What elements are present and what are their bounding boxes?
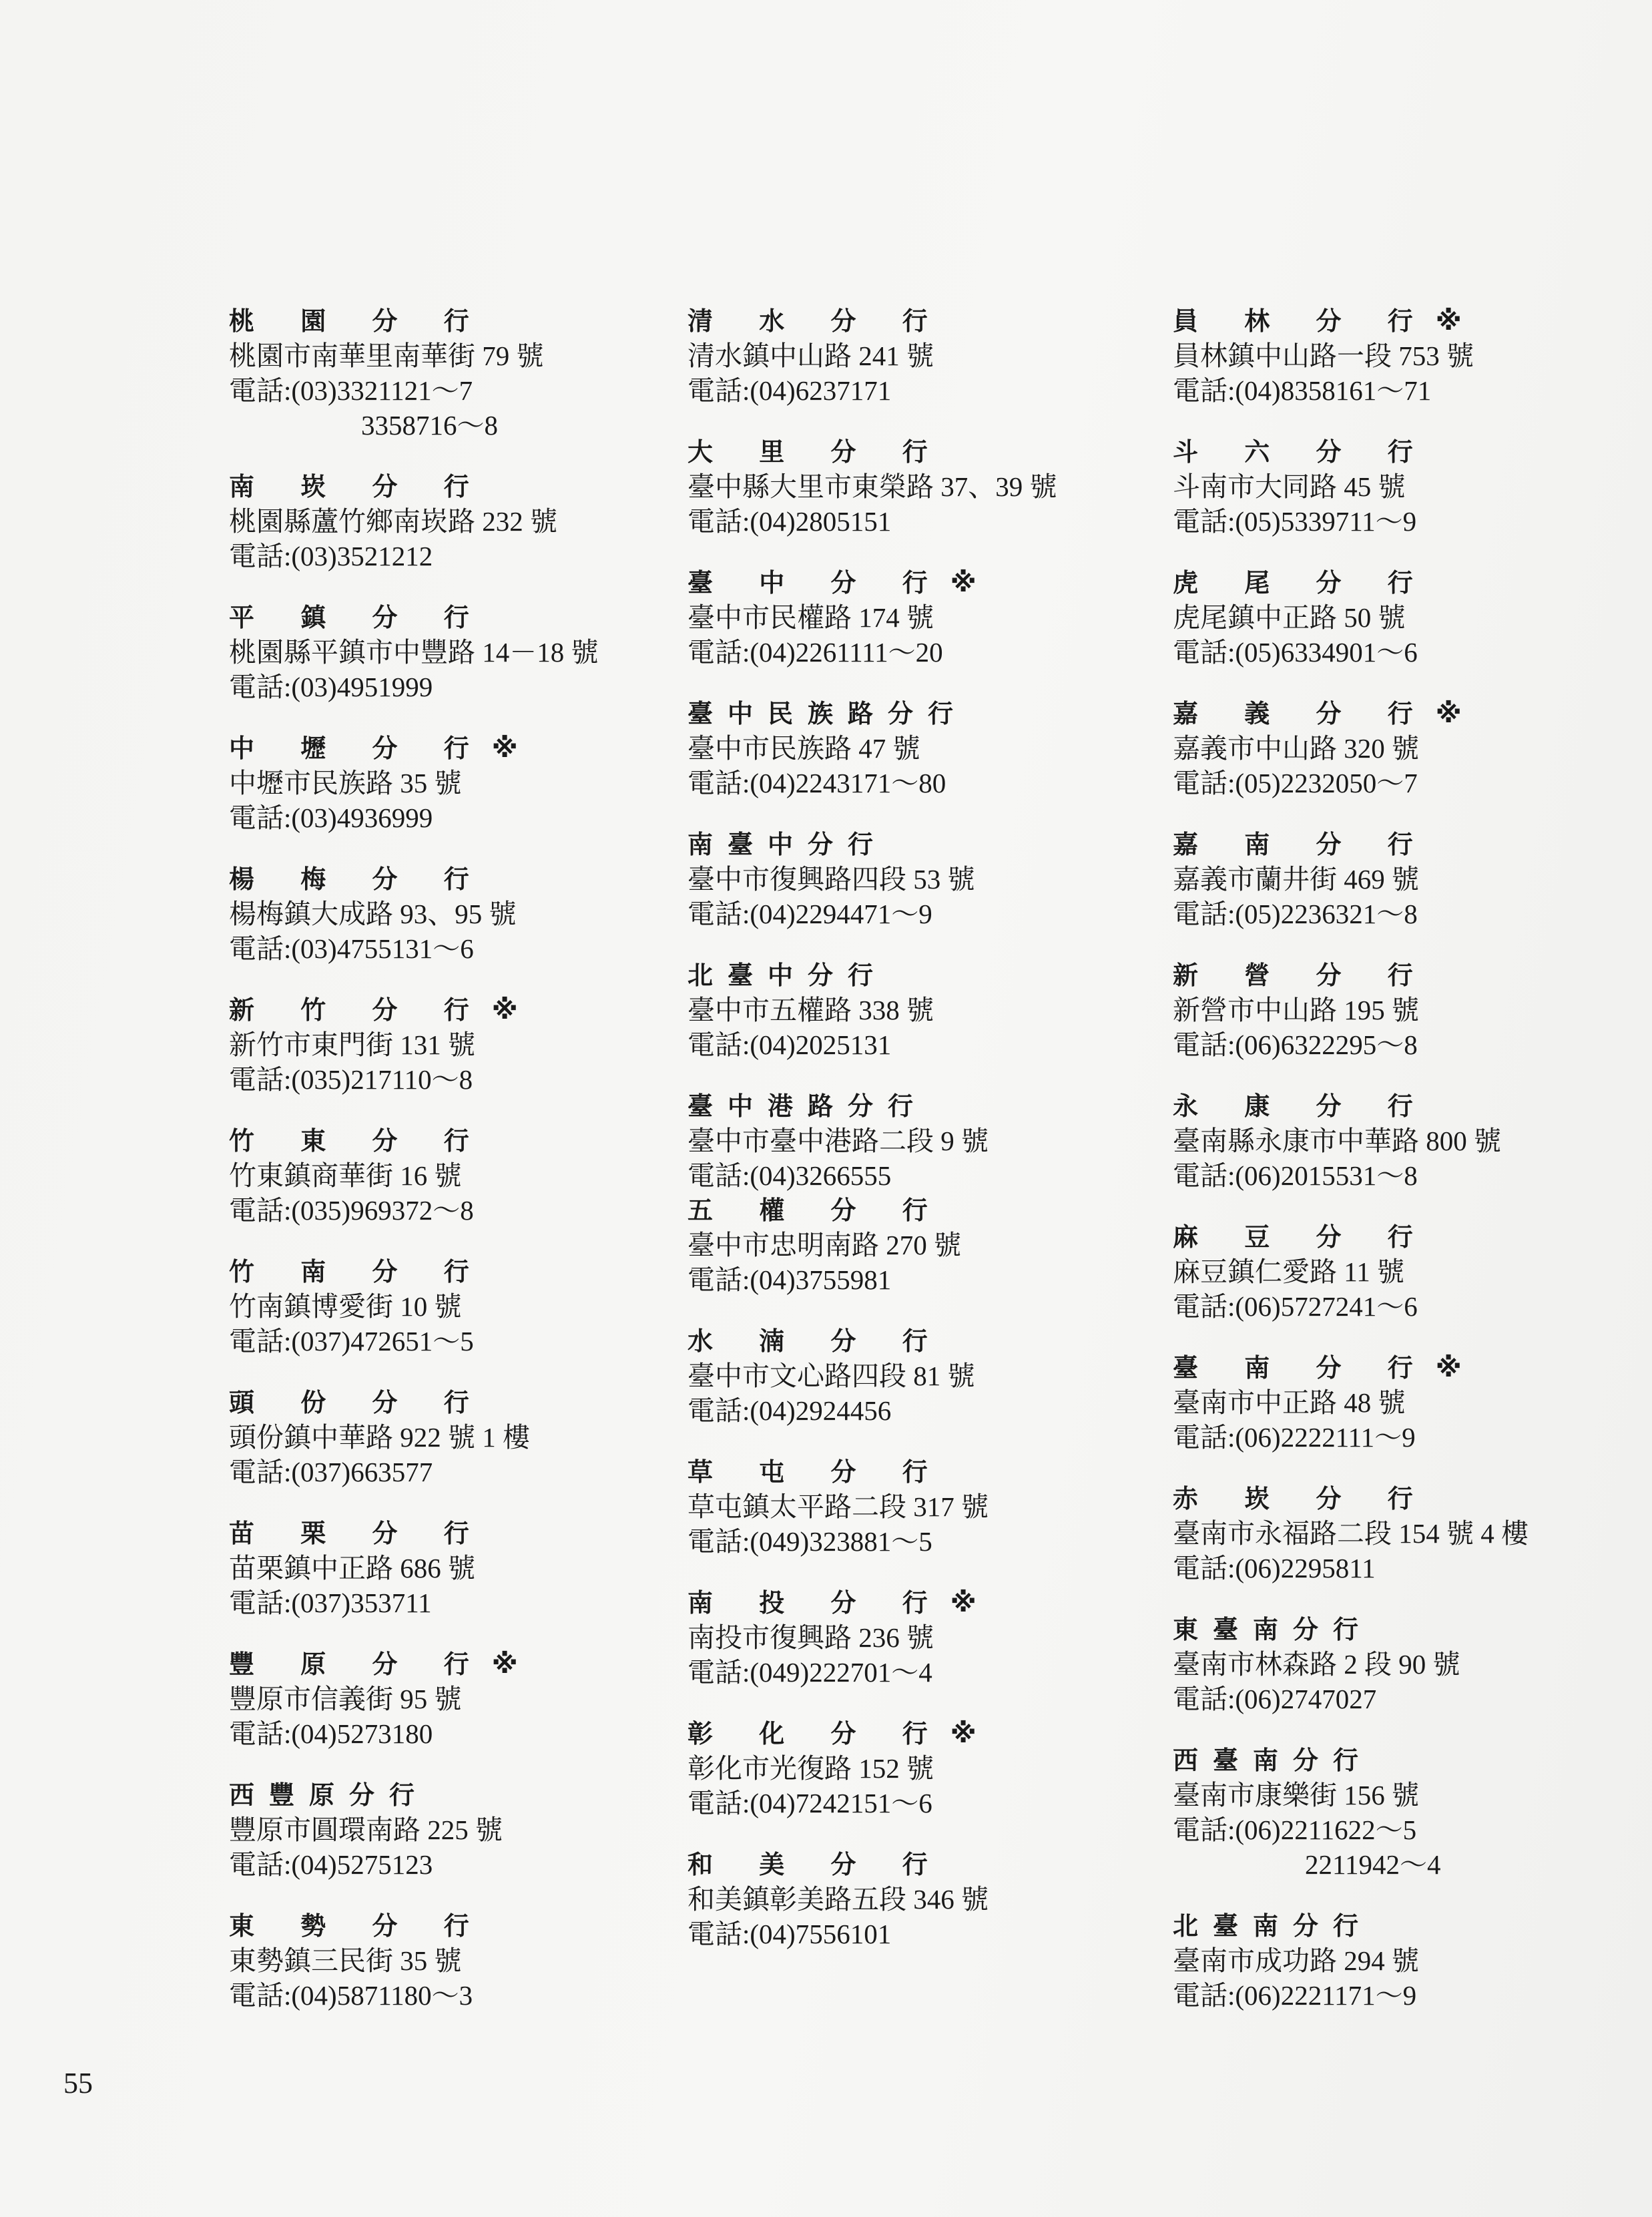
branch-name: 竹 東 分 行	[229, 1126, 488, 1156]
branch-name-line	[1173, 1743, 1640, 1778]
branch-phone: 電話:(06)5727241～6	[1173, 1291, 1418, 1322]
branch-name-line	[1173, 435, 1640, 469]
branch-name-line	[687, 1193, 1155, 1228]
branch-address: 豐原市信義街 95 號	[229, 1684, 462, 1714]
branch-phone: 電話:(03)3321121～7	[229, 375, 473, 406]
branch-entry	[687, 1847, 1155, 1951]
branch-phone: 電話:(04)2261111～20	[687, 637, 943, 668]
branch-name-line	[687, 1847, 1155, 1882]
branch-name: 臺中民族路分行	[687, 699, 969, 728]
reference-mark: ※	[491, 733, 518, 764]
branch-name: 虎 尾 分 行	[1173, 568, 1432, 597]
branch-entry	[687, 1585, 1155, 1690]
branch-address: 臺南市成功路 294 號	[1173, 1945, 1419, 1976]
branch-name: 竹 南 分 行	[229, 1257, 488, 1286]
branch-name: 平 鎮 分 行	[229, 603, 488, 632]
branch-entry	[1173, 827, 1640, 931]
branch-name: 永 康 分 行	[1173, 1091, 1432, 1121]
branch-address: 草屯鎮太平路二段 317 號	[687, 1491, 989, 1522]
branch-column-left	[229, 304, 656, 2039]
branch-name: 新 竹 分 行	[229, 995, 488, 1025]
branch-name: 南 投 分 行	[687, 1588, 946, 1618]
branch-phone: 電話:(04)7556101	[687, 1919, 892, 1949]
branch-name-line	[687, 696, 1155, 731]
reference-mark: ※	[950, 1587, 977, 1618]
branch-name: 臺 南 分 行	[1173, 1353, 1432, 1383]
branch-entry	[687, 565, 1155, 670]
branch-address: 東勢鎮三民街 35 號	[229, 1945, 462, 1976]
branch-phone: 電話:(06)2015531～8	[1173, 1160, 1418, 1191]
branch-entry	[1173, 1909, 1640, 2013]
branch-entry	[229, 1385, 656, 1489]
branch-address: 彰化市光復路 152 號	[687, 1753, 934, 1784]
branch-name-line	[1173, 304, 1640, 338]
branch-entry	[1173, 304, 1640, 408]
branch-address: 竹東鎮商華街 16 號	[229, 1160, 462, 1191]
branch-entry	[1173, 1220, 1640, 1324]
branch-address: 南投市復興路 236 號	[687, 1622, 934, 1653]
branch-address: 臺中市臺中港路二段 9 號	[687, 1126, 989, 1156]
branch-address: 員林鎮中山路一段 753 號	[1173, 340, 1474, 371]
branch-address: 桃園縣蘆竹鄉南崁路 232 號	[229, 506, 557, 537]
branch-entry	[1173, 1481, 1640, 1585]
branch-phone: 電話:(06)2222111～9	[1173, 1422, 1416, 1453]
branch-name: 北臺中分行	[687, 961, 888, 990]
branch-phone: 電話:(04)2025131	[687, 1029, 892, 1060]
branch-address: 臺中市民權路 174 號	[687, 602, 934, 633]
branch-name-line	[1173, 1220, 1640, 1254]
branch-name: 草 屯 分 行	[687, 1457, 946, 1487]
branch-address: 豐原市圓環南路 225 號	[229, 1814, 503, 1845]
branch-phone-extra: 3358716～8	[361, 410, 498, 441]
branch-name-line	[229, 1778, 656, 1812]
branch-name-line	[229, 600, 656, 635]
branch-entry	[1173, 435, 1640, 539]
branch-name: 東 勢 分 行	[229, 1911, 488, 1941]
branch-name: 臺 中 分 行	[687, 568, 946, 597]
branch-name: 西豐原分行	[229, 1780, 430, 1810]
branch-name-line	[229, 1124, 656, 1158]
branch-phone: 電話:(037)472651～5	[229, 1326, 474, 1357]
branch-name: 楊 梅 分 行	[229, 865, 488, 894]
branch-phone: 電話:(05)5339711～9	[1173, 506, 1417, 537]
branch-entry	[1173, 1350, 1640, 1455]
branch-name-line	[687, 1585, 1155, 1620]
branch-phone: 電話:(049)323881～5	[687, 1526, 932, 1557]
branch-name-line	[687, 827, 1155, 862]
branch-address: 清水鎮中山路 241 號	[687, 340, 934, 371]
branch-entry	[687, 1324, 1155, 1428]
branch-entry	[687, 958, 1155, 1062]
branch-entry	[229, 304, 656, 443]
branch-phone: 電話:(05)2236321～8	[1173, 899, 1418, 929]
branch-entry	[229, 1909, 656, 2013]
branch-name-line	[687, 304, 1155, 338]
branch-address: 臺南市永福路二段 154 號 4 樓	[1173, 1518, 1529, 1549]
branch-name: 頭 份 分 行	[229, 1388, 488, 1417]
branch-address: 臺中市民族路 47 號	[687, 733, 920, 764]
branch-name-line	[1173, 1612, 1640, 1647]
reference-mark: ※	[1435, 698, 1462, 729]
branch-name-line	[229, 731, 656, 766]
branch-address: 嘉義市蘭井街 469 號	[1173, 864, 1419, 895]
branch-phone: 電話:(049)222701～4	[687, 1657, 932, 1688]
branch-address: 頭份鎮中華路 922 號 1 樓	[229, 1422, 530, 1453]
reference-mark: ※	[1435, 1352, 1462, 1383]
branch-address: 新竹市東門街 131 號	[229, 1029, 475, 1060]
branch-name: 中 壢 分 行	[229, 734, 488, 763]
branch-phone: 電話:(04)2243171～80	[687, 768, 946, 798]
branch-phone: 電話:(037)663577	[229, 1457, 433, 1487]
branch-name-line	[1173, 958, 1640, 993]
branch-address: 中壢市民族路 35 號	[229, 768, 462, 798]
branch-name-line	[1173, 827, 1640, 862]
branch-name: 西臺南分行	[1173, 1746, 1374, 1775]
branch-phone: 電話:(04)8358161～71	[1173, 375, 1432, 406]
branch-name-line	[1173, 1350, 1640, 1385]
branch-name: 嘉 義 分 行	[1173, 699, 1432, 728]
branch-entry	[687, 1193, 1155, 1297]
branch-name-line	[1173, 1909, 1640, 1943]
branch-entry	[1173, 958, 1640, 1062]
branch-address: 桃園市南華里南華街 79 號	[229, 340, 544, 371]
branch-column-middle	[687, 304, 1155, 1978]
branch-entry	[229, 731, 656, 835]
branch-name-line	[229, 1647, 656, 1682]
branch-name-line	[687, 1324, 1155, 1359]
branch-address: 臺南縣永康市中華路 800 號	[1173, 1126, 1501, 1156]
branch-address: 桃園縣平鎮市中豐路 14－18 號	[229, 637, 599, 668]
branch-address: 臺南市中正路 48 號	[1173, 1387, 1406, 1418]
branch-name-line	[1173, 565, 1640, 600]
branch-name: 南臺中分行	[687, 830, 888, 859]
branch-address: 臺中市忠明南路 270 號	[687, 1230, 961, 1260]
page-number: 55	[63, 2067, 93, 2100]
branch-entry	[229, 1647, 656, 1751]
branch-address: 竹南鎮博愛街 10 號	[229, 1291, 462, 1322]
branch-name-line	[229, 1909, 656, 1943]
branch-phone: 電話:(06)2211622～5	[1173, 1814, 1417, 1845]
branch-phone: 電話:(035)969372～8	[229, 1195, 474, 1226]
branch-phone: 電話:(06)2295811	[1173, 1553, 1376, 1583]
branch-entry	[229, 469, 656, 573]
branch-address: 臺中縣大里市東榮路 37、39 號	[687, 471, 1057, 502]
branch-phone: 電話:(04)3755981	[687, 1264, 892, 1295]
branch-phone: 電話:(04)2294471～9	[687, 899, 932, 929]
branch-entry	[687, 827, 1155, 931]
branch-name: 赤 崁 分 行	[1173, 1484, 1432, 1513]
branch-name-line	[687, 1716, 1155, 1751]
branch-entry	[687, 1089, 1155, 1193]
branch-name: 桃 園 分 行	[229, 306, 488, 336]
branch-address: 楊梅鎮大成路 93、95 號	[229, 899, 517, 929]
reference-mark: ※	[950, 567, 977, 598]
branch-name: 東臺南分行	[1173, 1615, 1374, 1644]
branch-name-line	[229, 469, 656, 504]
reference-mark: ※	[491, 995, 518, 1025]
branch-entry	[687, 435, 1155, 539]
branch-name: 和 美 分 行	[687, 1850, 946, 1879]
branch-entry	[1173, 565, 1640, 670]
branch-phone: 電話:(04)2924456	[687, 1395, 892, 1426]
reference-mark: ※	[491, 1649, 518, 1680]
branch-name: 豐 原 分 行	[229, 1650, 488, 1679]
branch-name-line	[229, 862, 656, 897]
branch-entry	[687, 1716, 1155, 1820]
branch-name: 五 權 分 行	[687, 1196, 946, 1225]
branch-name: 苗 栗 分 行	[229, 1519, 488, 1548]
branch-name-line	[229, 1516, 656, 1551]
reference-mark: ※	[950, 1718, 977, 1749]
branch-entry	[1173, 1089, 1640, 1193]
branch-phone: 電話:(04)5273180	[229, 1718, 433, 1749]
branch-address: 臺南市康樂街 156 號	[1173, 1780, 1419, 1810]
branch-address: 新營市中山路 195 號	[1173, 995, 1419, 1025]
branch-name: 水 湳 分 行	[687, 1326, 946, 1356]
branch-name: 新 營 分 行	[1173, 961, 1432, 990]
branch-name-line	[687, 1455, 1155, 1489]
branch-phone: 電話:(05)6334901～6	[1173, 637, 1418, 668]
branch-entry	[229, 1124, 656, 1228]
branch-address: 麻豆鎮仁愛路 11 號	[1173, 1256, 1404, 1287]
branch-address: 臺南市林森路 2 段 90 號	[1173, 1649, 1460, 1680]
branch-name: 麻 豆 分 行	[1173, 1222, 1432, 1252]
branch-name-line	[229, 993, 656, 1027]
branch-entry	[1173, 1612, 1640, 1716]
branch-name-line	[229, 1385, 656, 1420]
branch-entry	[229, 1516, 656, 1620]
branch-entry	[229, 993, 656, 1097]
branch-phone: 電話:(06)2221171～9	[1173, 1980, 1417, 2011]
branch-phone: 電話:(04)2805151	[687, 506, 892, 537]
branch-name-line	[687, 958, 1155, 993]
branch-name-line	[687, 435, 1155, 469]
branch-name: 清 水 分 行	[687, 306, 946, 336]
branch-name-line	[1173, 1481, 1640, 1516]
branch-phone-extra: 2211942～4	[1305, 1849, 1441, 1880]
branch-name-line	[229, 304, 656, 338]
branch-phone: 電話:(04)6237171	[687, 375, 892, 406]
branch-entry	[229, 1778, 656, 1882]
branch-address: 臺中市文心路四段 81 號	[687, 1361, 975, 1391]
reference-mark: ※	[1435, 306, 1462, 336]
branch-address: 臺中市五權路 338 號	[687, 995, 934, 1025]
branch-name: 臺中港路分行	[687, 1091, 928, 1121]
branch-phone: 電話:(04)5275123	[229, 1849, 433, 1880]
branch-name-line	[229, 1254, 656, 1289]
branch-phone: 電話:(06)6322295～8	[1173, 1029, 1418, 1060]
branch-column-right	[1173, 304, 1640, 2039]
branch-address: 斗南市大同路 45 號	[1173, 471, 1406, 502]
branch-name: 大 里 分 行	[687, 437, 946, 467]
branch-phone: 電話:(06)2747027	[1173, 1684, 1377, 1714]
branch-name-line	[687, 1089, 1155, 1124]
branch-phone: 電話:(04)7242151～6	[687, 1788, 932, 1818]
branch-address: 臺中市復興路四段 53 號	[687, 864, 975, 895]
branch-name: 北臺南分行	[1173, 1911, 1374, 1941]
branch-name: 斗 六 分 行	[1173, 437, 1432, 467]
branch-address: 嘉義市中山路 320 號	[1173, 733, 1419, 764]
branch-name: 南 崁 分 行	[229, 472, 488, 501]
branch-name: 嘉 南 分 行	[1173, 830, 1432, 859]
branch-phone: 電話:(05)2232050～7	[1173, 768, 1418, 798]
branch-entry	[1173, 696, 1640, 800]
branch-phone: 電話:(04)3266555	[687, 1160, 892, 1191]
branch-entry	[229, 600, 656, 704]
branch-name-line	[687, 565, 1155, 600]
branch-phone: 電話:(03)4936999	[229, 802, 433, 833]
branch-name: 員 林 分 行	[1173, 306, 1432, 336]
branch-phone: 電話:(037)353711	[229, 1587, 432, 1618]
branch-name: 彰 化 分 行	[687, 1719, 946, 1748]
branch-entry	[229, 1254, 656, 1359]
branch-address: 虎尾鎮中正路 50 號	[1173, 602, 1406, 633]
branch-phone: 電話:(035)217110～8	[229, 1064, 473, 1095]
branch-phone: 電話:(03)3521212	[229, 541, 433, 571]
branch-name-line	[1173, 696, 1640, 731]
branch-phone: 電話:(04)5871180～3	[229, 1980, 473, 2011]
branch-name-line	[1173, 1089, 1640, 1124]
branch-phone: 電話:(03)4951999	[229, 672, 433, 702]
branch-entry	[687, 1455, 1155, 1559]
branch-address: 和美鎮彰美路五段 346 號	[687, 1884, 989, 1915]
branch-phone: 電話:(03)4755131～6	[229, 933, 474, 964]
branch-entry	[229, 862, 656, 966]
branch-entry	[1173, 1743, 1640, 1882]
branch-entry	[687, 304, 1155, 408]
branch-entry	[687, 696, 1155, 800]
branch-address: 苗栗鎮中正路 686 號	[229, 1553, 475, 1583]
